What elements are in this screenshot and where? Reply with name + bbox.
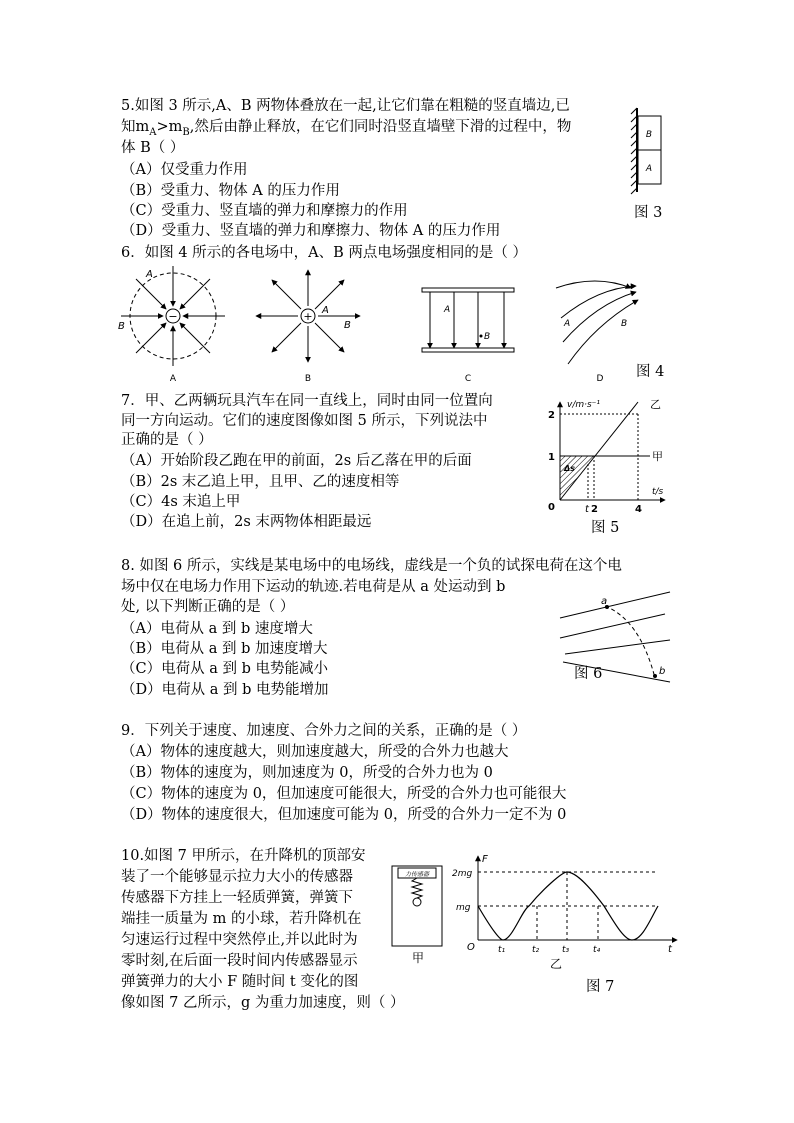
figure-4-label-d: D	[596, 374, 604, 384]
q5-stem-line-1: 5.如图 3 所示,A、B 两物体叠放在一起,让它们靠在粗糙的竖直墙边,已	[121, 98, 570, 114]
q10-stem-line-2: 装了一个能够显示拉力大小的传感器	[121, 869, 353, 885]
x-axis-label: t/s	[652, 487, 664, 497]
point-a-label: a	[601, 596, 608, 607]
tick-t2: t₂	[532, 945, 540, 955]
figure-4	[116, 266, 676, 386]
q8-stem-line-3: 处, 以下判断正确的是（ ）	[121, 599, 295, 615]
point-b-label: b	[659, 666, 666, 677]
tick-mg: mg	[456, 903, 471, 913]
tick-x-2: 2	[591, 504, 598, 515]
origin-label: O	[467, 942, 475, 953]
q5-stem-line-3: 体 B（ ）	[121, 140, 185, 156]
point-a-label: A	[322, 305, 329, 316]
q7-option-a: （A）开始阶段乙跑在甲的前面，2s 后乙落在甲的后面	[121, 453, 472, 469]
label-jia: 甲	[412, 951, 425, 965]
minus-sign: −	[168, 310, 178, 323]
q9-option-c: （C）物体的速度为 0，但加速度可能很大，所受的合外力也可能很大	[121, 786, 567, 802]
tick-t1: t₁	[498, 945, 506, 955]
figure-4-label-b: B	[304, 374, 312, 384]
q5-stem-text: >m	[156, 119, 183, 135]
figure-4-label-a: A	[169, 374, 177, 384]
x-axis-label: t	[668, 944, 672, 955]
block-a-label: A	[645, 164, 653, 174]
y-axis-label: F	[482, 854, 488, 865]
figure-3	[628, 106, 668, 196]
q8-stem-line-2: 场中仅在电场力作用下运动的轨迹.若电荷是从 a 处运动到 b	[121, 579, 506, 595]
q5-stem-text: 知m	[121, 119, 150, 135]
q10-stem-line-7: 弹簧弹力的大小 F 随时间 t 变化的图	[121, 974, 359, 990]
plus-sign: +	[303, 310, 313, 323]
q9-option-d: （D）物体的速度很大，但加速度可能为 0，所受的合外力一定不为 0	[121, 807, 567, 823]
q7-option-d: （D）在追上前，2s 末两物体相距最远	[121, 514, 372, 530]
field-c-parallel-plates	[422, 288, 514, 384]
line-yi-label: 乙	[650, 398, 661, 411]
q10-stem-line-6: 零时刻,在后面一段时间内传感器显示	[121, 953, 358, 969]
point-a-label: A	[564, 319, 571, 329]
point-b-label: B	[344, 320, 351, 331]
q5-option-c: （C）受重力、竖直墙的弹力和摩擦力的作用	[121, 203, 408, 219]
q10-stem-line-8: 像如图 7 乙所示，g 为重力加速度，则（ ）	[121, 995, 405, 1011]
q10-stem-line-3: 传感器下方挂上一轻质弹簧，弹簧下	[121, 890, 353, 906]
q8-option-c: （C）电荷从 a 到 b 电势能减小	[121, 661, 328, 677]
q7-option-b: （B）2s 末乙追上甲，且甲、乙的速度相等	[121, 474, 400, 490]
point-b-label: B	[621, 319, 628, 329]
q8-option-b: （B）电荷从 a 到 b 加速度增大	[121, 641, 328, 657]
q7-stem-line-3: 正确的是（ ）	[121, 432, 213, 448]
block-b-label: B	[645, 130, 653, 140]
tick-x-4: 4	[635, 504, 642, 515]
figure-3-caption: 图 3	[634, 205, 663, 221]
point-a-label: A	[444, 305, 451, 315]
q6-stem: 6．如图 4 所示的各电场中，A、B 两点电场强度相同的是（ ）	[121, 245, 528, 261]
figure-7-caption: 图 7	[586, 979, 615, 995]
point-b-label: B	[118, 321, 125, 332]
figure-5-caption: 图 5	[591, 520, 620, 536]
q7-stem-line-2: 同一方向运动。它们的速度图像如图 5 所示，下列说法中	[121, 413, 488, 429]
field-d-curved-lines	[556, 281, 638, 384]
point-a-label: A	[146, 269, 153, 280]
q5-sub-a: A	[149, 126, 157, 138]
figure-6-caption: 图 6	[574, 666, 603, 682]
label-yi: 乙	[550, 957, 563, 971]
q10-stem-line-1: 10.如图 7 甲所示，在升降机的顶部安	[121, 848, 366, 864]
figure-4-label-c: C	[464, 374, 472, 384]
q7-stem-line-1: 7．甲、乙两辆玩具汽车在同一直线上，同时由同一位置向	[121, 393, 493, 409]
y-axis-label: v/m·s⁻¹	[567, 400, 601, 410]
q9-option-b: （B）物体的速度为，则加速度为 0，所受的合外力也为 0	[121, 765, 493, 781]
figure-7-elevator	[388, 862, 448, 972]
q10-stem-line-4: 端挂一质量为 m 的小球，若升降机在	[121, 911, 362, 927]
q5-option-b: （B）受重力、物体 A 的压力作用	[121, 183, 340, 199]
q9-option-a: （A）物体的速度越大，则加速度越大，所受的合外力也越大	[121, 744, 509, 760]
q7-option-c: （C）4s 末追上甲	[121, 494, 241, 510]
tick-t3: t₃	[562, 945, 570, 955]
figure-7-force-graph	[452, 850, 687, 975]
origin-label: 0	[548, 502, 555, 513]
tick-t4: t₄	[593, 945, 601, 955]
figure-5-velocity-graph	[540, 396, 680, 516]
field-a-negative-charge	[118, 266, 225, 384]
tick-y-2: 2	[548, 410, 555, 421]
field-b-positive-charge	[256, 270, 360, 384]
tick-y-1: 1	[548, 452, 555, 463]
tick-x-t: t	[585, 504, 589, 515]
line-jia-label: 甲	[652, 450, 663, 463]
tick-2mg: 2mg	[452, 869, 473, 879]
delta-s-label: Δs	[564, 464, 575, 473]
figure-4-caption: 图 4	[636, 364, 665, 380]
figure-6	[555, 590, 675, 690]
q9-stem: 9．下列关于速度、加速度、合外力之间的关系，正确的是（ ）	[121, 723, 527, 739]
q5-option-a: （A）仅受重力作用	[121, 162, 248, 178]
q10-stem-line-5: 匀速运行过程中突然停止,并以此时为	[121, 932, 358, 948]
q5-option-d: （D）受重力、竖直墙的弹力和摩擦力、物体 A 的压力作用	[121, 223, 501, 239]
q8-option-a: （A）电荷从 a 到 b 速度增大	[121, 621, 313, 637]
point-b-label: B	[484, 332, 491, 342]
q5-sub-b: B	[182, 126, 190, 138]
q5-stem-line-2	[121, 117, 571, 143]
q5-stem-text: ,然后由静止释放，在它们同时沿竖直墙壁下滑的过程中，物	[189, 119, 572, 135]
q8-stem-line-1: 8. 如图 6 所示，实线是某电场中的电场线，虚线是一个负的试探电荷在这个电	[121, 558, 622, 574]
q8-option-d: （D）电荷从 a 到 b 电势能增加	[121, 682, 329, 698]
sensor-label: 力传感器	[404, 871, 430, 878]
